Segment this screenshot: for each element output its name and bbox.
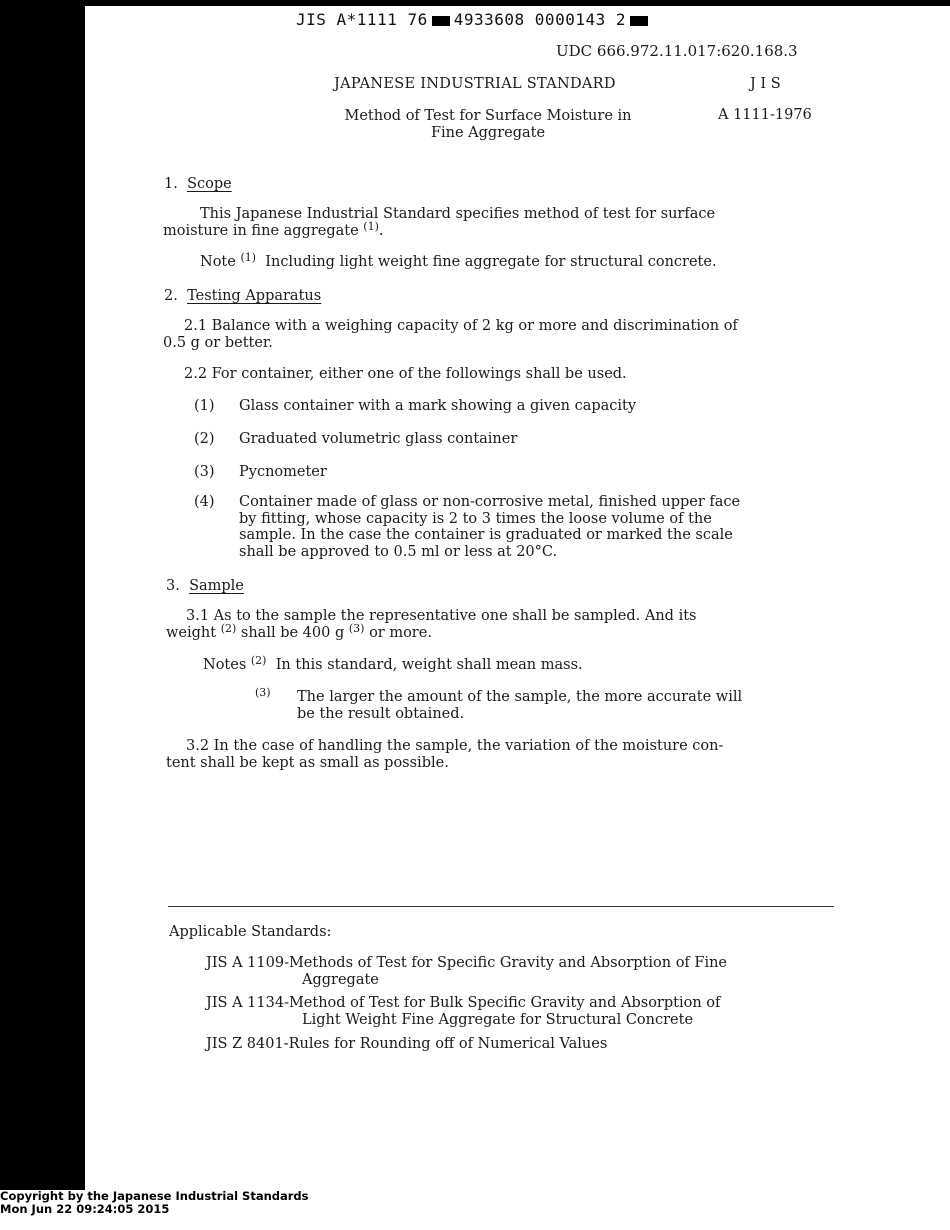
header-code — [296, 10, 652, 29]
scope-note — [200, 251, 717, 271]
list-item — [194, 464, 215, 481]
doc-title-line1: Method of Test for Surface Moisture in — [344, 108, 632, 124]
footnote-ref: (3) — [348, 622, 365, 635]
jis-label: J I S — [750, 76, 781, 92]
clause-2-1-line2: 0.5 g or better. — [163, 335, 273, 351]
note-3-ref — [255, 686, 271, 706]
item-text: Glass container with a mark showing a given capacity — [239, 398, 637, 414]
note-ref: (3) — [255, 686, 271, 699]
notes-label: Notes — [203, 657, 247, 673]
list-item — [194, 431, 215, 448]
note-text: In this standard, weight shall mean mass. — [275, 657, 583, 673]
item-text: Container made of glass or non-corrosive metal, finished upper face — [239, 494, 741, 510]
section-1-heading — [164, 176, 232, 193]
clause-3-2-line1: 3.2 In the case of handling the sample, the variation of the moisture con- — [186, 738, 724, 754]
code-prefix: JIS A*1111 76 — [296, 10, 428, 29]
list-item — [194, 398, 215, 415]
scan-top-bar — [85, 0, 950, 6]
item-number: (3) — [194, 464, 215, 480]
list-item — [194, 494, 215, 511]
text: weight — [166, 625, 217, 641]
note-3-line2: be the result obtained. — [297, 706, 465, 722]
section-number: 1. — [164, 176, 178, 192]
doc-title-line2: Fine Aggregate — [430, 125, 546, 141]
udc-number: UDC 666.972.11.017:620.168.3 — [556, 42, 798, 60]
ref-1-line1: JIS A 1109-Methods of Test for Specific Gravity and Absorption of Fine — [206, 955, 728, 971]
section-2-heading — [164, 288, 321, 305]
note-3-line1: The larger the amount of the sample, the more accurate will — [297, 689, 743, 705]
clause-3-2-line2: tent shall be kept as small as possible. — [166, 755, 449, 771]
clause-3-1-line1: 3.1 As to the sample the representative one shall be sampled. And its — [186, 608, 697, 624]
text: or more. — [369, 625, 432, 641]
section-number: 3. — [166, 578, 180, 594]
scope-text: moisture in fine aggregate — [163, 223, 359, 239]
item-text: Pycnometer — [239, 464, 327, 480]
footnote-ref: (1) — [363, 220, 379, 233]
item-4-line3: sample. In the case the container is graduated or marked the scale — [239, 527, 733, 543]
item-number: (2) — [194, 431, 215, 447]
note-text: Including light weight fine aggregate for structural concrete. — [265, 254, 717, 270]
scope-para-line1: This Japanese Industrial Standard specifies method of test for surface — [200, 206, 716, 222]
period: . — [378, 223, 384, 239]
applicable-heading: Applicable Standards: — [169, 924, 332, 940]
clause-3-1-line2 — [166, 622, 432, 642]
doc-number: A 1111-1976 — [718, 107, 812, 123]
ref-1-line2: Aggregate — [302, 972, 379, 988]
section-title: Scope — [187, 176, 232, 192]
section-number: 2. — [164, 288, 178, 304]
ref-2-line1: JIS A 1134-Method of Test for Bulk Specific Gravity and Absorption of — [206, 995, 721, 1011]
item-number: (1) — [194, 398, 215, 414]
copyright-stamp — [0, 1190, 309, 1216]
text: shall be 400 g — [240, 625, 345, 641]
timestamp-line: Mon Jun 22 09:24:05 2015 — [0, 1202, 170, 1216]
section-title: Sample — [189, 578, 244, 594]
black-block-1 — [432, 16, 450, 26]
item-number: (4) — [194, 494, 215, 510]
divider-rule — [168, 906, 834, 907]
doc-title — [318, 108, 658, 142]
section-title: Testing Apparatus — [187, 288, 322, 304]
clause-2-2: 2.2 For container, either one of the followings shall be used. — [184, 366, 627, 382]
item-text: Graduated volumetric glass container — [239, 431, 518, 447]
code-mid: 4933608 0000143 2 — [453, 10, 626, 29]
note-ref: (1) — [240, 251, 257, 264]
notes-2 — [203, 654, 583, 674]
item-4-line4: shall be approved to 0.5 ml or less at 20°C. — [239, 544, 558, 560]
footnote-ref: (2) — [220, 622, 237, 635]
ref-3: JIS Z 8401-Rules for Rounding off of Numerical Values — [206, 1036, 608, 1052]
standard-title: JAPANESE INDUSTRIAL STANDARD — [334, 76, 616, 92]
scan-margin-bar — [0, 0, 85, 1190]
note-ref: (2) — [250, 654, 267, 667]
scope-para-line2 — [163, 220, 384, 240]
item-4-line2: by fitting, whose capacity is 2 to 3 times the loose volume of the — [239, 511, 712, 527]
black-block-2 — [630, 16, 648, 26]
section-3-heading — [166, 578, 244, 595]
note-label: Note — [200, 254, 236, 270]
ref-2-line2: Light Weight Fine Aggregate for Structural Concrete — [302, 1012, 694, 1028]
copyright-line: Copyright by the Japanese Industrial Standards — [0, 1189, 309, 1203]
clause-2-1-line1: 2.1 Balance with a weighing capacity of 2 kg or more and discrimination of — [184, 318, 738, 334]
